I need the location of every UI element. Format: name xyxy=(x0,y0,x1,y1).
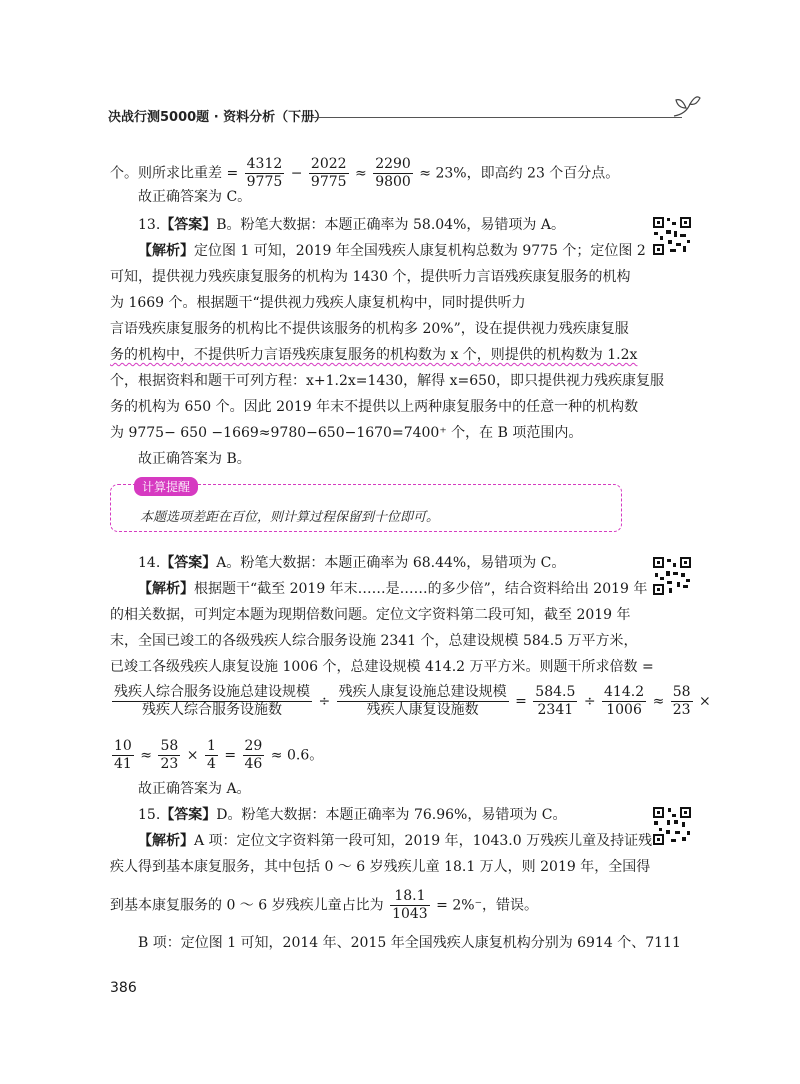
q14-analysis-line-1: 【解析】根据题干“截至 2019 年末……是……的多少倍”，结合资料给出 2019 年 xyxy=(138,581,648,597)
q13-analysis-line-7: 务的机构为 650 个。因此 2019 年末不提供以上两种康复服务中的任意一种的机构数 xyxy=(110,399,639,415)
q13-analysis-line-4: 言语残疾康复服务的机构比不提供该服务的机构多 20%”，设在提供视力残疾康复服 xyxy=(110,321,629,337)
q14-fraction-b: $\frac{\text{残疾人康复设施总建设规模}}{\text{残疾人康复设施数}}$ xyxy=(338,684,507,718)
qr-code-icon[interactable] xyxy=(652,556,692,596)
q14-fraction-g3: $\frac{1}{4}$ xyxy=(206,738,216,772)
q13-analysis-line-3: 为 1669 个。根据题干“提供视力残疾人康复机构中，同时提供听力 xyxy=(110,295,526,311)
q12-formula-prefix: 个。则所求比重差 = xyxy=(110,165,239,182)
q15-analysis-line-1: 【解析】A 项：定位文字资料第一段可知，2019 年，1043.0 万残疾儿童及持证残 xyxy=(138,833,653,849)
q14-fraction-d: $\frac{414.2}{1006}$ xyxy=(604,684,645,718)
answer-tag: 【答案】 xyxy=(160,555,217,571)
page-number: 386 xyxy=(110,980,137,996)
q13-conclusion: 故正确答案为 B。 xyxy=(138,451,251,467)
analysis-tag: 【解析】 xyxy=(138,581,194,597)
q14-conclusion: 故正确答案为 A。 xyxy=(138,781,251,797)
q14-fraction-g2: $\frac{58}{23}$ xyxy=(160,738,179,772)
q14-fraction-e: $\frac{58}{23}$ xyxy=(672,684,691,718)
q13-analysis-line-8: 为 9775− 650 −1669≈9780−650−1670=7400⁺ 个，在 B 项范围内。 xyxy=(110,425,583,441)
q12-fraction-2: $\frac{2022}{9775}$ xyxy=(310,156,347,190)
q14-analysis-line-3: 末，全国已竣工的各级残疾人综合服务设施 2341 个，总建设规模 584.5 万平方米， xyxy=(110,633,638,649)
q12-formula-suffix: ≈ 23%，即高约 23 个百分点。 xyxy=(419,165,620,182)
q15-answer-line: 15.【答案】D。粉笔大数据：本题正确率为 76.96%，易错项为 C。 xyxy=(138,807,567,823)
q13-analysis-line-6: 个，根据资料和题干可列方程：x+1.2x=1430，解得 x=650，即只提供视力残疾康复服 xyxy=(110,373,664,389)
q13-analysis-line-5: 务的机构中，不提供听力言语残疾康复服务的机构数为 x 个，则提供的机构数为 1.2x xyxy=(110,347,638,363)
q14-formula-line-2: $\frac{10}{41}$ ≈ $\frac{58}{23}$ × $\frac{1}{4}$ = $\frac{29}{46}$ ≈ 0.6。 xyxy=(114,738,324,772)
analysis-tag: 【解析】 xyxy=(138,833,194,849)
q13-answer-line: 13.【答案】B。粉笔大数据：本题正确率为 58.04%，易错项为 A。 xyxy=(138,217,565,233)
leaf-icon xyxy=(672,92,702,120)
q15-analysis-line-4: B 项：定位图 1 可知，2014 年、2015 年全国残疾人康复机构分别为 6914 个、7111 xyxy=(138,935,681,951)
q15-fraction: $\frac{18.1}{1043}$ xyxy=(392,888,428,922)
q15-analysis-line-2: 疾人得到基本康复服务，其中包括 0 ～ 6 岁残疾儿童 18.1 万人，则 2019 年，全国得 xyxy=(110,859,651,875)
q14-answer-line: 14.【答案】A。粉笔大数据：本题正确率为 68.44%，易错项为 C。 xyxy=(138,555,566,571)
calc-tip-text: 本题选项差距在百位，则计算过程保留到十位即可。 xyxy=(140,510,440,525)
q14-fraction-g4: $\frac{29}{46}$ xyxy=(244,738,263,772)
qr-code-icon[interactable] xyxy=(652,806,692,846)
header-rule xyxy=(312,117,682,118)
analysis-tag: 【解析】 xyxy=(138,243,194,259)
q12-formula-line xyxy=(110,156,619,191)
q14-analysis-line-2: 的相关数据，可判定本题为现期倍数问题。定位文字资料第二段可知，截至 2019 年 xyxy=(110,607,631,623)
q14-analysis-line-4: 已竣工各级残疾人康复设施 1006 个，总建设规模 414.2 万平方米。则题干所求倍数 = xyxy=(110,659,654,675)
q14-fraction-a: $\frac{\text{残疾人综合服务设施总建设规模}}{\text{残疾人综合服务设施数}}$ xyxy=(114,684,310,718)
q14-fraction-g1: $\frac{10}{41}$ xyxy=(114,738,132,772)
qr-code-icon[interactable] xyxy=(652,216,692,256)
q12-conclusion: 故正确答案为 C。 xyxy=(138,189,252,205)
q14-formula-line-1: $\frac{\text{残疾人综合服务设施总建设规模}}{\text{残疾人综合服务设施数}}$ ÷ $\frac{\text{残疾人康复设施总建设规模}}{\text{残疾人康复设施数}}$ = $\frac{584.5}{2341}$ ÷ $\frac{414.2}{1006}$ ≈ $\frac{58}{23}$ × xyxy=(114,684,711,718)
approx-sign: ≈ xyxy=(355,165,367,182)
q12-fraction-1: $\frac{4312}{9775}$ xyxy=(246,156,283,190)
calc-tip-label: 计算提醒 xyxy=(134,477,198,496)
q13-analysis-line-2: 可知，提供视力残疾康复服务的机构为 1430 个，提供听力言语残疾康复服务的机构 xyxy=(110,269,631,285)
q14-fraction-c: $\frac{584.5}{2341}$ xyxy=(535,684,576,718)
answer-tag: 【答案】 xyxy=(160,217,217,233)
q13-analysis-line-1: 【解析】定位图 1 可知，2019 年全国残疾人康复机构总数为 9775 个；定位图 2 xyxy=(138,243,646,259)
q15-analysis-line-3: 到基本康复服务的 0 ～ 6 岁残疾儿童占比为 $\frac{18.1}{1043}$ = 2%⁻，错误。 xyxy=(110,888,538,922)
q12-fraction-3: $\frac{2290}{9800}$ xyxy=(375,156,411,190)
running-header: 决战行测5000题 · 资料分析（下册） xyxy=(108,110,328,125)
minus-sign: − xyxy=(290,165,303,182)
answer-tag: 【答案】 xyxy=(160,807,217,823)
